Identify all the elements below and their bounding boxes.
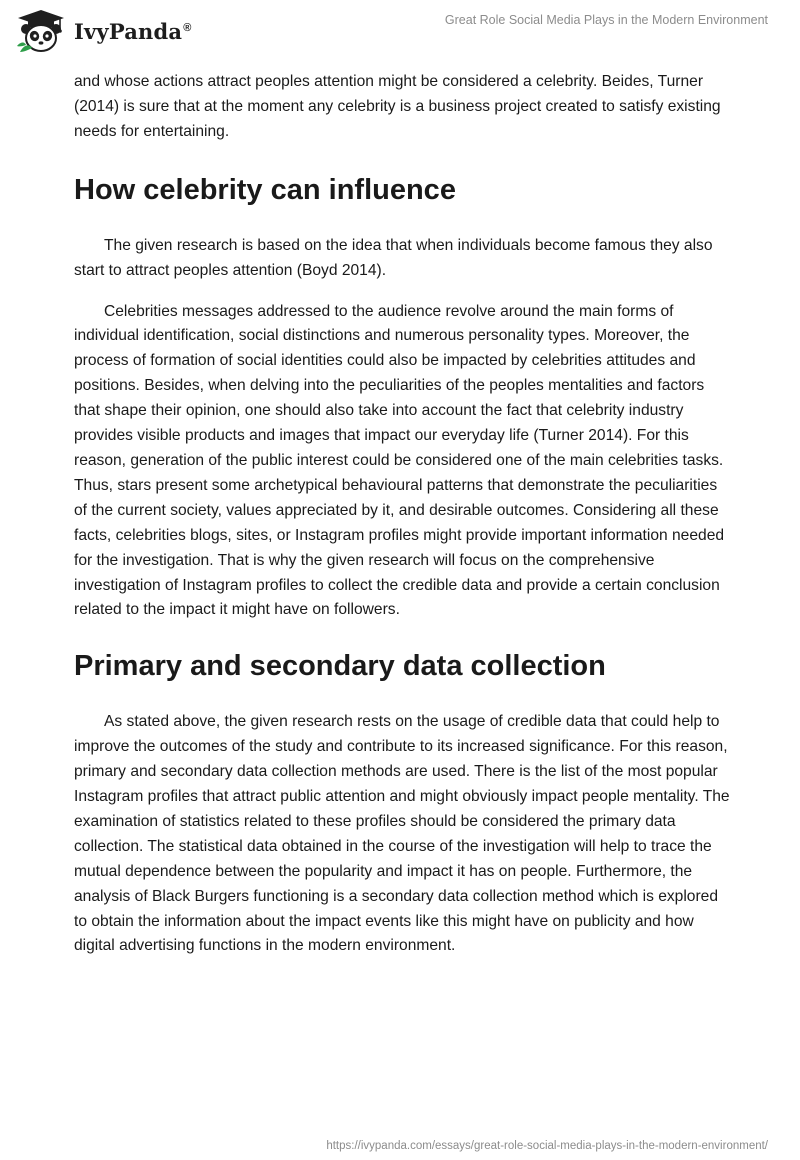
document-title: Great Role Social Media Plays in the Modern Environment [444,13,768,27]
registered-mark: ® [183,21,192,34]
section1-paragraph-1: The given research is based on the idea that when individuals become famous they also start to attract peoples attention (Boyd 2014). [74,236,713,279]
page-header [0,0,800,62]
ivypanda-logo[interactable] [14,8,192,54]
essay-content [74,70,734,959]
section2-paragraph-1: As stated above, the given research rests on the usage of credible data that could help to improve the outcomes of the study and contribute to its increased significance. For this reason, primary and secondary data collection methods are used. There is the list of the most popular Instagram profiles that attract public attention and might obviously impact people mentality. The examination of statistics related to these profiles should be considered the primary data collection. The statistical data obtained in the course of the investigation will help to trace the mutual dependence between the popularity and impact it has on people. Furthermore, the analysis of Black Burgers functioning is a secondary data collection method which is explored to obtain the information about the impact events like this might have on publicity and how digital advertising functions in the modern environment. [74,713,730,955]
panda-logo-icon [14,8,68,54]
section1-paragraph-2: Celebrities messages addressed to the audience revolve around the main forms of individual identification, social distinctions and numerous personality types. Moreover, the process of formation of social identities could also be impacted by celebrities attitudes and positions. Besides, when delving into the peculiarities of the peoples mentalities and factors that shape their opinion, one should also take into account the fact that celebrity industry provides visible products and images that impact our everyday life (Turner 2014). For this reason, generation of the public interest could be considered one of the main celebrities tasks. Thus, stars present some archetypical behavioural patterns that demonstrate the peculiarities of the current society, values appreciated by it, and desirable outcomes. Considering all these facts, celebrities blogs, sites, or Instagram profiles might provide important information needed for the investigation. That is why the given research will focus on the comprehensive investigation of Instagram profiles to collect the credible data and provide a certain conclusion related to the impact it might have on followers. [74,302,725,619]
section-heading-celebrity-influence: How celebrity can influence [74,173,456,206]
brand-name: IvyPanda® [74,18,192,44]
intro-paragraph: and whose actions attract peoples attention might be considered a celebrity. Beides, Turner (2014) is sure that at the moment any celebrity is a business project created to satisfy existing needs for entertaining. [74,73,721,140]
source-url[interactable]: https://ivypanda.com/essays/great-role-social-media-plays-in-the-modern-environment/ [326,1140,768,1152]
section-heading-data-collection: Primary and secondary data collection [74,650,606,683]
